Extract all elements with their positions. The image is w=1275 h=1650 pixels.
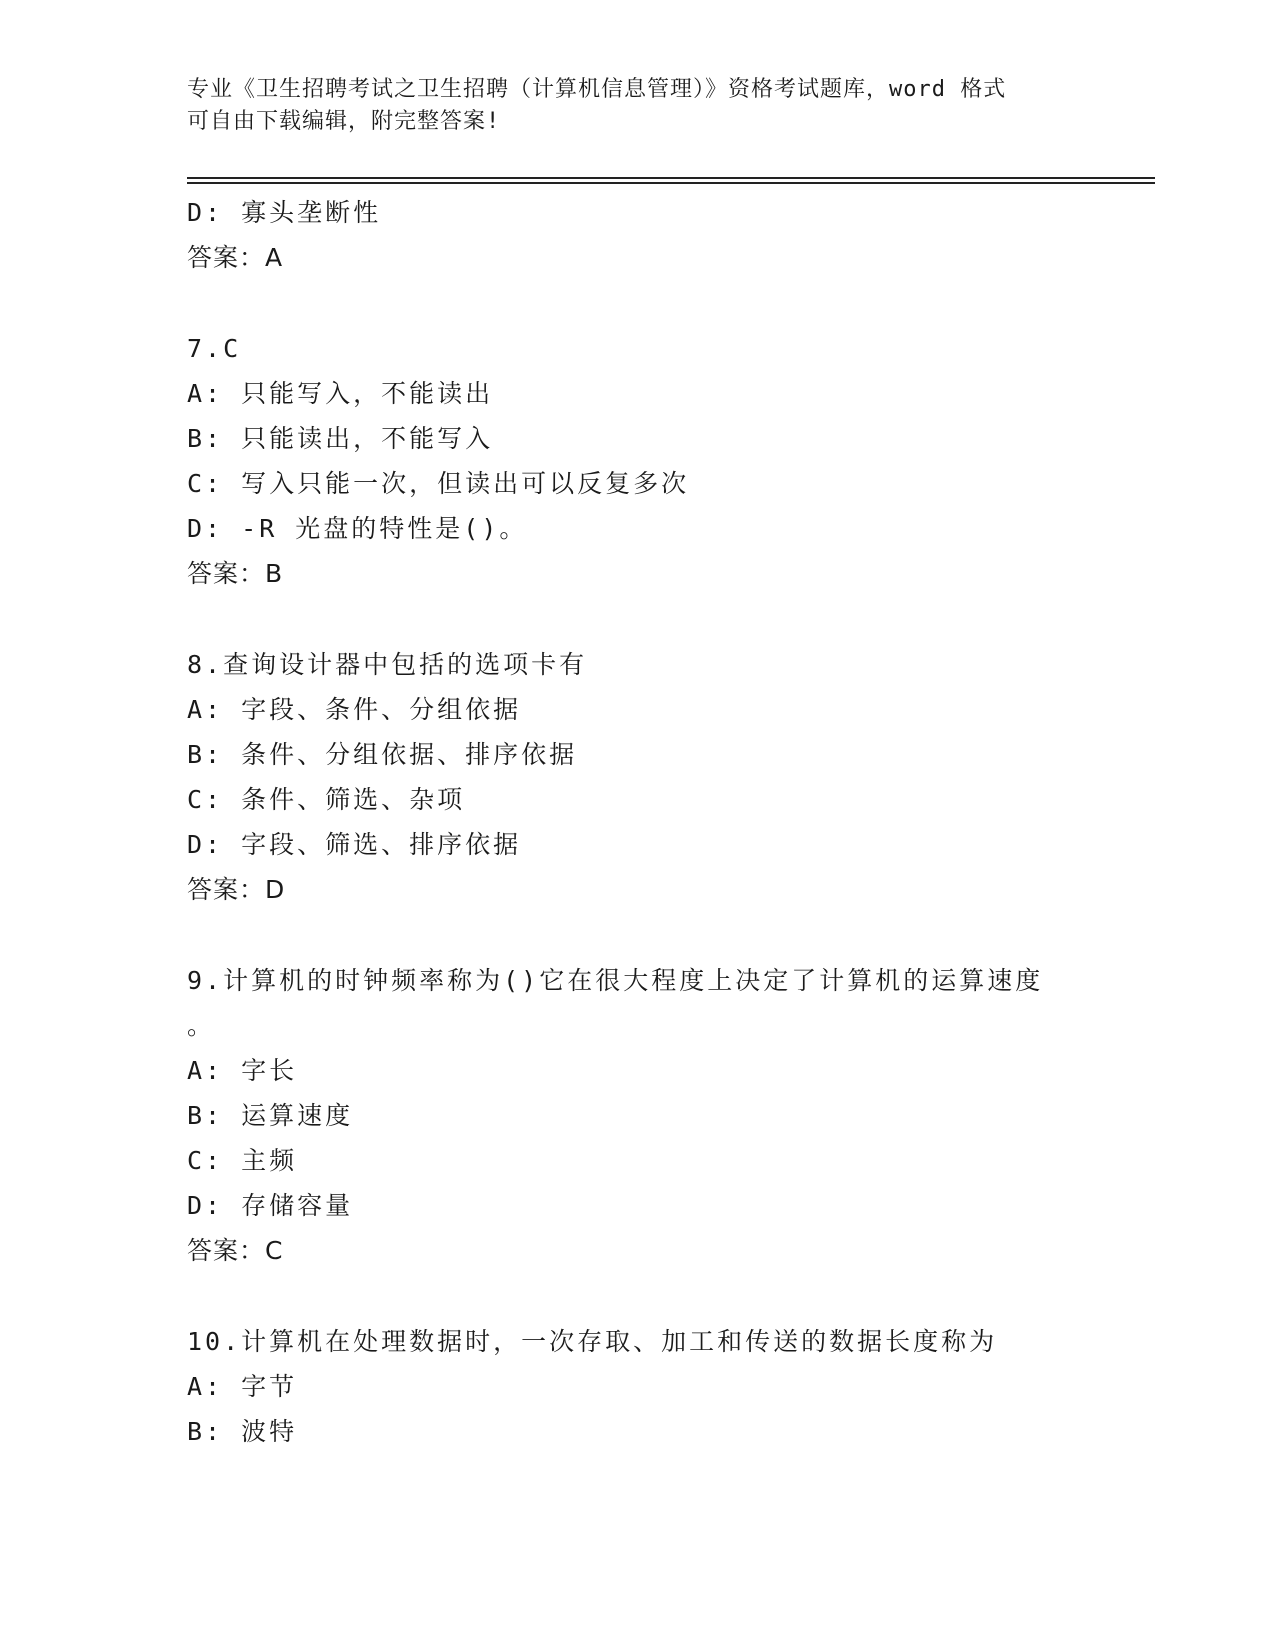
header-line-2: 可自由下载编辑，附完整答案! [187,109,501,134]
question-stem-continuation: 。 [187,1011,213,1040]
question-list [187,190,1087,1454]
option-d: D: -R 光盘的特性是()。 [187,514,528,543]
question-9 [187,958,1087,1273]
option-c: C: 主频 [187,1146,298,1175]
question-8 [187,642,1087,912]
option-c: C: 写入只能一次，但读出可以反复多次 [187,469,690,498]
option-b: B: 运算速度 [187,1101,354,1130]
option-c: C: 条件、筛选、杂项 [187,785,466,814]
answer: 答案：D [187,875,286,904]
question-stem: 8.查询设计器中包括的选项卡有 [187,650,588,679]
spacer [187,596,1087,642]
question-stem: 7.C [187,334,242,363]
option-a: A: 字节 [187,1372,298,1401]
question-stem: 9.计算机的时钟频率称为()它在很大程度上决定了计算机的运算速度 [187,966,1044,995]
option-b: B: 条件、分组依据、排序依据 [187,740,578,769]
question-10 [187,1319,1087,1454]
spacer [187,1273,1087,1319]
question-6-tail [187,190,1087,280]
option-a: A: 字段、条件、分组依据 [187,695,522,724]
spacer [187,280,1087,326]
answer: 答案：B [187,559,284,588]
option-d: D: 字段、筛选、排序依据 [187,830,522,859]
option-d: D: 寡头垄断性 [187,198,382,227]
question-stem: 10.计算机在处理数据时，一次存取、加工和传送的数据长度称为 [187,1327,998,1356]
option-b: B: 波特 [187,1417,298,1446]
answer: 答案：C [187,1236,284,1265]
option-b: B: 只能读出，不能写入 [187,424,494,453]
option-d: D: 存储容量 [187,1191,354,1220]
answer: 答案：A [187,243,284,272]
spacer [187,912,1087,958]
option-a: A: 字长 [187,1056,298,1085]
header-divider-top [187,177,1155,179]
document-header [187,74,1067,138]
header-line-1: 专业《卫生招聘考试之卫生招聘（计算机信息管理）》资格考试题库，word 格式 [187,77,1007,102]
option-a: A: 只能写入，不能读出 [187,379,494,408]
header-divider-bottom [187,182,1155,184]
question-7 [187,326,1087,596]
